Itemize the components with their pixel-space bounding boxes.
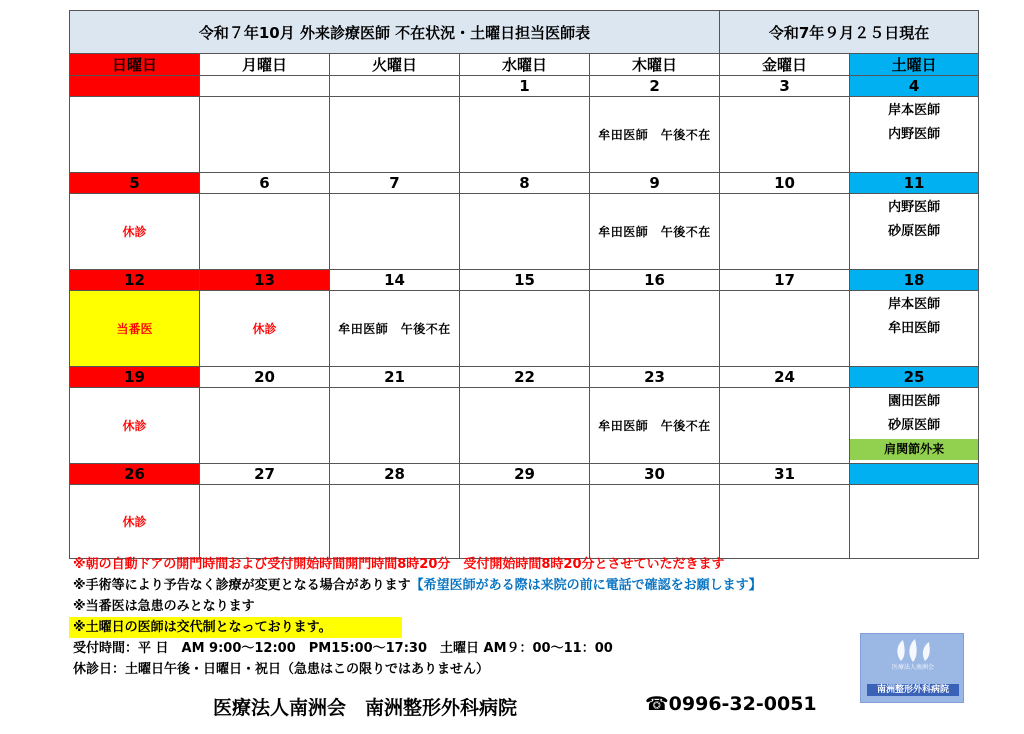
day-cell — [460, 485, 590, 559]
closed-label: 休診 — [70, 388, 200, 464]
day-number: 18 — [850, 270, 979, 291]
day-number — [330, 76, 460, 97]
day-number: 10 — [720, 173, 850, 194]
calendar-table — [69, 10, 979, 559]
day-number: 1 — [460, 76, 590, 97]
page-title: 令和７年10月 外来診療医師 不在状況・土曜日担当医師表 — [70, 11, 720, 54]
day-cell — [200, 97, 330, 173]
day-cell — [200, 194, 330, 270]
day-number: 23 — [590, 367, 720, 388]
saturday-doctor: 内野医師 — [888, 200, 941, 215]
day-number: 21 — [330, 367, 460, 388]
logo-name: 南洲整形外科病院 — [867, 684, 959, 696]
day-cell — [460, 97, 590, 173]
day-number: 13 — [200, 270, 330, 291]
closed-label: 休診 — [70, 485, 200, 559]
day-cell — [590, 291, 720, 367]
day-number: 25 — [850, 367, 979, 388]
day-cell — [330, 388, 460, 464]
day-cell — [460, 194, 590, 270]
saturday-doctor: 園田医師 — [888, 394, 941, 409]
day-number: 24 — [720, 367, 850, 388]
day-number: 12 — [70, 270, 200, 291]
day-number: 8 — [460, 173, 590, 194]
logo-small-text: 医療法人南洲会 — [891, 664, 934, 671]
day-number: 16 — [590, 270, 720, 291]
day-number: 4 — [850, 76, 979, 97]
day-cell — [720, 485, 850, 559]
day-number: 14 — [330, 270, 460, 291]
saturday-doctors — [850, 388, 979, 464]
special-clinic-badge: 肩関節外来 — [850, 439, 978, 460]
day-cell — [720, 97, 850, 173]
saturday-doctor: 内野医師 — [888, 127, 941, 142]
saturday-doctor: 砂原医師 — [888, 418, 941, 433]
saturday-doctors — [850, 97, 979, 173]
absence-note: 牟田医師 午後不在 — [330, 291, 460, 367]
note-change-text: ※手術等により予告なく診療が変更となる場合があります — [73, 578, 411, 593]
weekday-header-tue: 火曜日 — [330, 54, 460, 76]
day-number — [850, 464, 979, 485]
saturday-doctor: 牟田医師 — [888, 321, 941, 336]
day-cell — [720, 291, 850, 367]
phone-number: ☎0996-32-0051 — [645, 693, 817, 715]
day-number: 26 — [70, 464, 200, 485]
note-schedule-change — [73, 575, 762, 596]
day-number: 3 — [720, 76, 850, 97]
closed-label: 休診 — [200, 291, 330, 367]
day-cell — [70, 97, 200, 173]
day-cell — [720, 194, 850, 270]
weekday-header-sun: 日曜日 — [70, 54, 200, 76]
day-cell — [330, 485, 460, 559]
day-number: 7 — [330, 173, 460, 194]
day-number: 2 — [590, 76, 720, 97]
day-cell — [720, 388, 850, 464]
saturday-doctor: 岸本医師 — [888, 297, 941, 312]
hospital-logo — [860, 633, 964, 703]
day-number: 29 — [460, 464, 590, 485]
day-cell — [850, 485, 979, 559]
day-number: 30 — [590, 464, 720, 485]
note-reception-hours: 受付時間：平 日 AM 9:00～12:00 PM15:00～17:30 土曜日 AM９：00～11：00 — [73, 641, 613, 656]
saturday-doctors — [850, 291, 979, 367]
weekday-header-thu: 木曜日 — [590, 54, 720, 76]
day-number: 11 — [850, 173, 979, 194]
absence-note: 牟田医師 午後不在 — [590, 388, 720, 464]
note-saturday-rotation: ※土曜日の医師は交代制となっております。 — [69, 617, 402, 638]
weekday-header-wed: 水曜日 — [460, 54, 590, 76]
day-number: 20 — [200, 367, 330, 388]
saturday-doctor: 岸本医師 — [888, 103, 941, 118]
absence-note: 牟田医師 午後不在 — [590, 194, 720, 270]
note-call-ahead: 【希望医師がある際は来院の前に電話で確認をお願します】 — [410, 578, 762, 593]
closed-label: 休診 — [70, 194, 200, 270]
day-number: 22 — [460, 367, 590, 388]
note-door-hours: ※朝の自動ドアの開門時間および受付開始時間開門時間8時20分 受付開始時間8時20分とさせていただきます — [73, 557, 725, 572]
day-number: 9 — [590, 173, 720, 194]
hospital-name: 医療法人南洲会 南洲整形外科病院 — [213, 697, 518, 719]
day-cell — [200, 485, 330, 559]
day-number: 27 — [200, 464, 330, 485]
absence-note: 牟田医師 午後不在 — [590, 97, 720, 173]
day-number: 19 — [70, 367, 200, 388]
day-cell — [460, 291, 590, 367]
day-number: 17 — [720, 270, 850, 291]
day-number — [70, 76, 200, 97]
saturday-doctors — [850, 194, 979, 270]
note-closed-days: 休診日：土曜日午後・日曜日・祝日（急患はこの限りではありません） — [73, 662, 490, 677]
day-number: 28 — [330, 464, 460, 485]
day-number — [200, 76, 330, 97]
day-number: 15 — [460, 270, 590, 291]
day-cell — [330, 97, 460, 173]
note-duty-doctor: ※当番医は急患のみとなります — [73, 599, 255, 614]
day-cell — [200, 388, 330, 464]
weekday-header-mon: 月曜日 — [200, 54, 330, 76]
day-cell — [330, 194, 460, 270]
duty-doctor-label: 当番医 — [70, 291, 200, 367]
as-of-date: 令和7年９月２５日現在 — [720, 11, 979, 54]
saturday-doctor: 砂原医師 — [888, 224, 941, 239]
day-cell — [460, 388, 590, 464]
weekday-header-sat: 土曜日 — [850, 54, 979, 76]
day-cell — [590, 485, 720, 559]
day-number: 6 — [200, 173, 330, 194]
day-number: 31 — [720, 464, 850, 485]
notes-section — [73, 554, 762, 680]
weekday-header-fri: 金曜日 — [720, 54, 850, 76]
day-number: 5 — [70, 173, 200, 194]
